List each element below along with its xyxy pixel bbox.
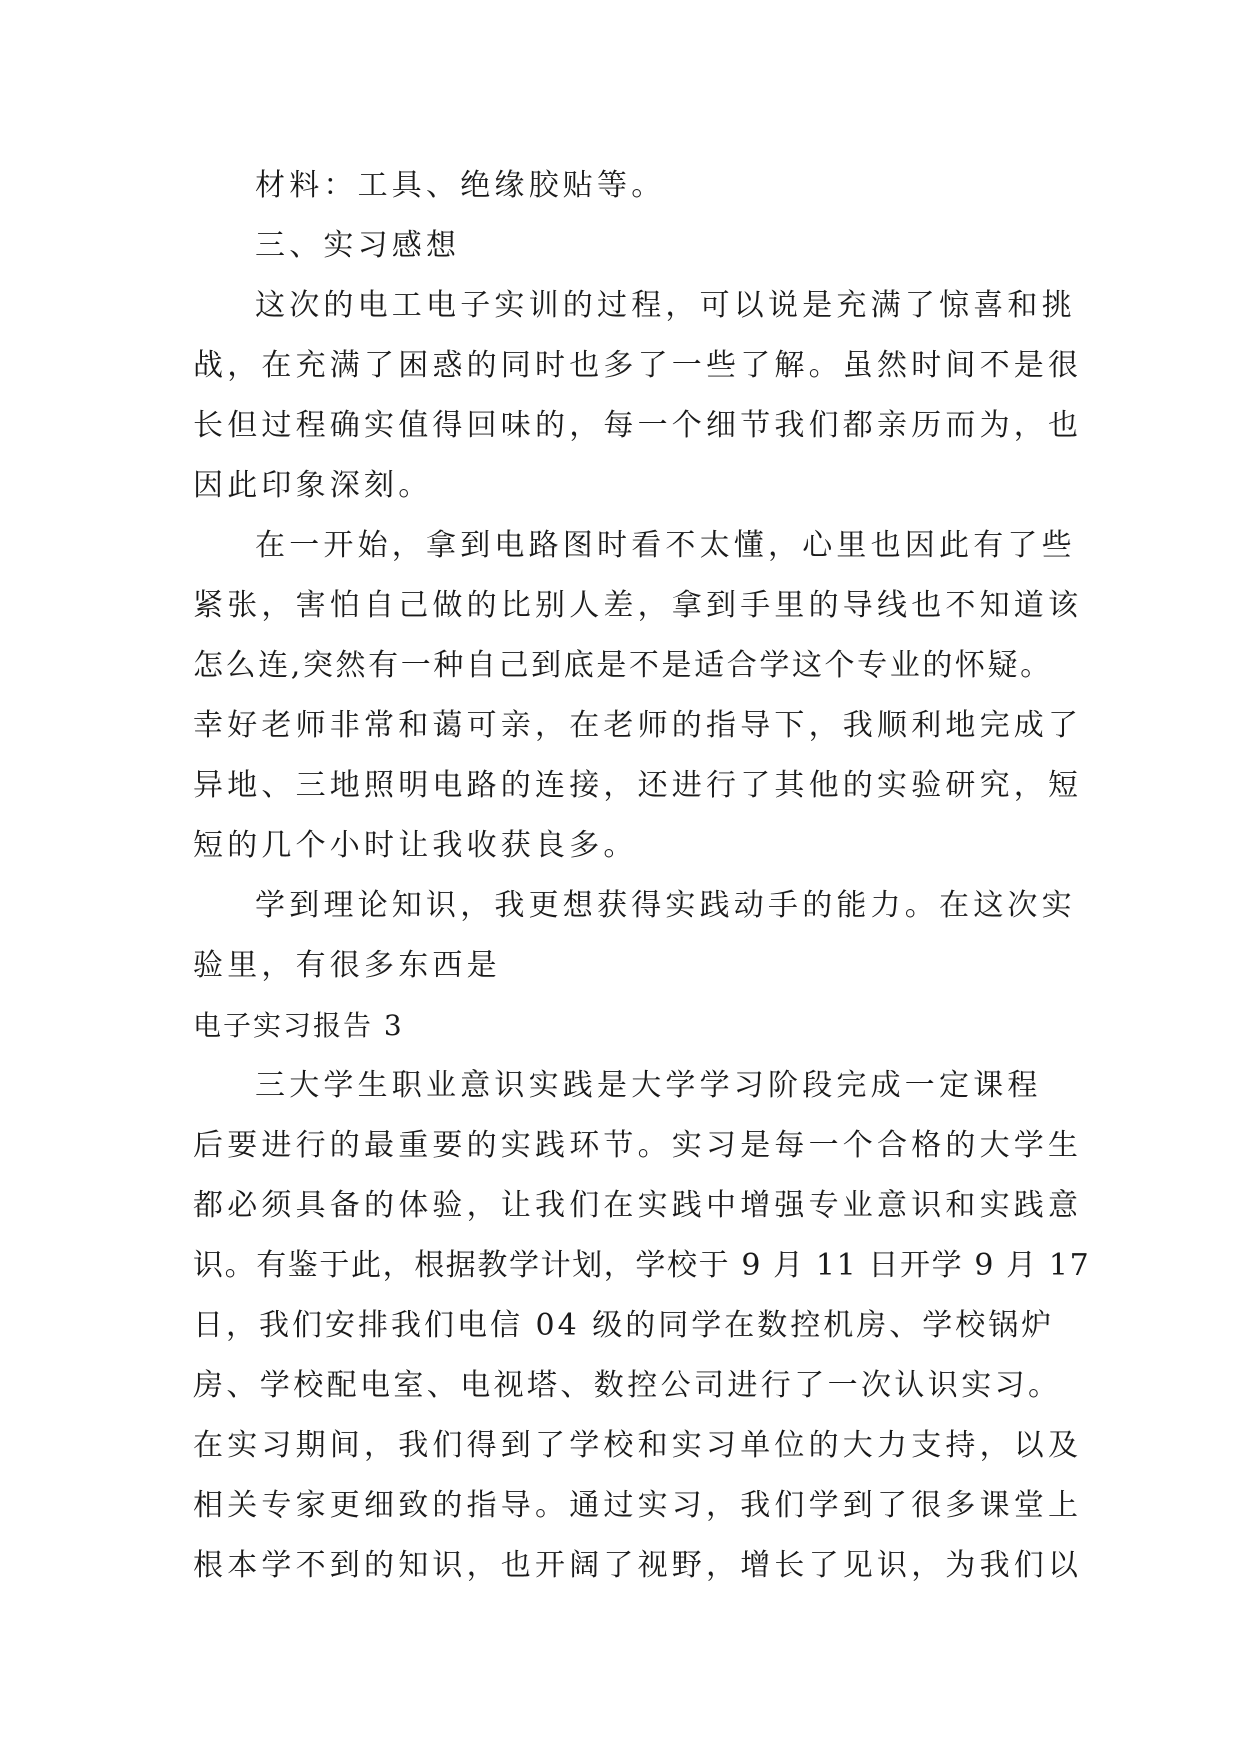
text-line: 都必须具备的体验，让我们在实践中增强专业意识和实践意 (193, 1188, 1083, 1223)
document-body (193, 156, 1091, 1596)
text-line: 学到理论知识，我更想获得实践动手的能力。在这次实 (255, 888, 1076, 923)
text-line: 这次的电工电子实训的过程，可以说是充满了惊喜和挑 (255, 288, 1076, 323)
text-line: 日，我们安排我们电信 04 级的同学在数控机房、学校锅炉 (193, 1308, 1055, 1343)
text-line: 材料：工具、绝缘胶贴等。 (255, 168, 666, 203)
text-line: 长但过程确实值得回味的，每一个细节我们都亲历而为，也 (193, 408, 1083, 443)
text-line: 三大学生职业意识实践是大学学习阶段完成一定课程 (255, 1068, 1042, 1103)
text-line: 短的几个小时让我收获良多。 (193, 828, 638, 863)
section-heading: 三、实习感想 (255, 228, 461, 263)
text-line: 幸好老师非常和蔼可亲，在老师的指导下，我顺利地完成了 (193, 708, 1083, 743)
text-line: 在一开始，拿到电路图时看不太懂，心里也因此有了些 (255, 528, 1076, 563)
text-line: 根本学不到的知识，也开阔了视野，增长了见识，为我们以 (193, 1548, 1083, 1583)
text-line: 异地、三地照明电路的连接，还进行了其他的实验研究，短 (193, 768, 1083, 803)
text-line: 战，在充满了困惑的同时也多了一些了解。虽然时间不是很 (193, 348, 1083, 383)
text-line: 相关专家更细致的指导。通过实习，我们学到了很多课堂上 (193, 1488, 1083, 1523)
text-line: 房、学校配电室、电视塔、数控公司进行了一次认识实习。 (193, 1368, 1062, 1403)
text-line: 怎么连,突然有一种自己到底是不是适合学这个专业的怀疑。 (193, 648, 1053, 683)
report-title: 电子实习报告 3 (193, 1009, 404, 1042)
text-line: 后要进行的最重要的实践环节。实习是每一个合格的大学生 (193, 1128, 1083, 1163)
text-line: 在实习期间，我们得到了学校和实习单位的大力支持，以及 (193, 1428, 1083, 1463)
text-line: 紧张，害怕自己做的比别人差，拿到手里的导线也不知道该 (193, 588, 1083, 623)
text-line: 识。有鉴于此，根据教学计划，学校于 9 月 11 日开学 9 月 17 (193, 1248, 1091, 1283)
text-line: 验里，有很多东西是 (193, 948, 501, 983)
text-line: 因此印象深刻。 (193, 468, 433, 503)
